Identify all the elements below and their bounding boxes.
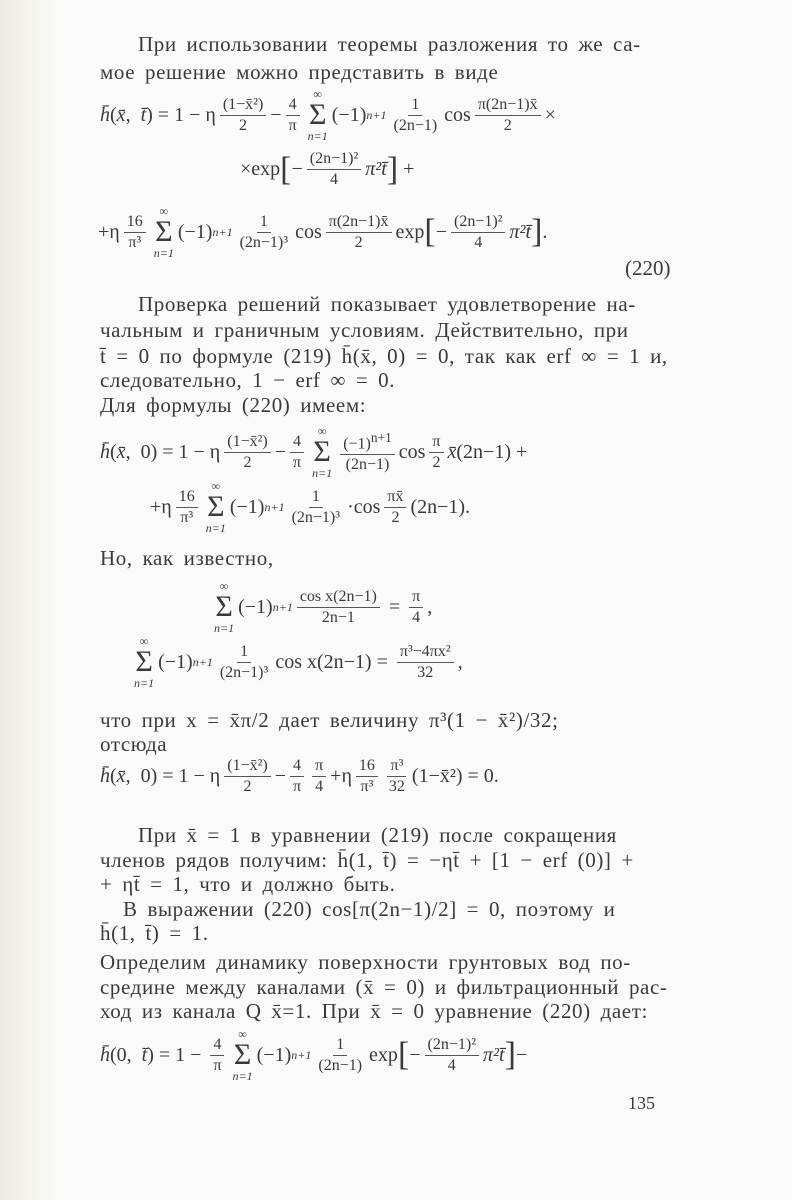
paragraph-8-line-2: средине между каналами (x̄ = 0) и фильтрационный рас- (100, 975, 668, 999)
fraction: $\frac{\text{cos x(2n−1)}}{2n-1}$ (297, 588, 380, 627)
summation: ∞ Σ n=1 (214, 579, 235, 635)
fraction: $\frac{\pi(2n-1)x̄}{2}$ (475, 96, 541, 135)
paragraph-2-line-3: t̄ = 0 по формуле (219) h̄(x̄, 0) = 0, так как erf ∞ = 1 и, (100, 344, 668, 368)
fraction: $\frac{\text{(2n−1)²}}{4}$ (425, 1036, 479, 1075)
paragraph-1-line-2: мое решение можно представить в виде (100, 60, 499, 84)
fraction: $\frac{\pi(2n-1)x̄}{2}$ (326, 213, 392, 252)
fraction: $\frac{16}{\text{π³}}$ (356, 757, 378, 796)
equation-h-x-0-line-2: + η $\frac{16}{\text{π³}}$ ∞ Σ n=1 (−1) n+1 $\frac{1}{\text{(2n−1)³}}$ · cos $\frac{\pi x̄}{2}$ (2n−1) . (150, 479, 471, 535)
paragraph-7-line-2: h̄(1, t̄) = 1. (100, 921, 209, 945)
equation-number-220: (220) (625, 256, 671, 280)
page-number: 135 (628, 1093, 655, 1113)
fraction: $\frac{1}{\text{(2n−1)³}}$ (219, 642, 269, 681)
paragraph-4-line-1: Но, как известно, (100, 546, 274, 570)
summation: ∞ Σ n=1 (205, 479, 226, 535)
fraction: $\frac{\text{(1−x̄²)}}{2}$ (220, 96, 266, 135)
equation-h-0-t: h̄ (0, t̄ ) = 1 − $\frac{4}{\pi}$ ∞ Σ n=1 (−1) n+1 $\frac{1}{(2n-1)}$ exp [ − $\frac{\text{(2n−1)²}}{4}$ π²t̄ ] − (100, 1027, 528, 1083)
fraction: $\frac{4}{\pi}$ (290, 433, 304, 472)
summation: ∞ Σ n=1 (134, 634, 155, 690)
equation-220-line-2: × exp [ − $\frac{\text{(2n−1)²}}{4}$ π²t̄ ] + (240, 150, 415, 188)
summation: ∞ Σ n=1 (307, 87, 328, 143)
equation-220-line-1: h̄ ( x̄ , t̄ ) = 1 − η $\frac{\text{(1−x̄²)}}{2}$ − $\frac{4}{\pi}$ ∞ Σ n=1 (−1) n+1 $\frac{1}{(2n-1)}$ cos $\frac{\pi(2n-1)x̄}{2}$ × (100, 87, 556, 143)
fraction: $\frac{16}{\text{π³}}$ (124, 213, 146, 252)
fraction: $\frac{4}{\pi}$ (210, 1036, 224, 1075)
paragraph-3-line-1: Для формулы (220) имеем: (100, 393, 367, 417)
paragraph-5-line-1: что при x = x̄π/2 дает величину π³(1 − x̄²)/32; (100, 708, 559, 732)
equation-220-line-3: + η $\frac{16}{\text{π³}}$ ∞ Σ n=1 (−1) n+1 $\frac{1}{\text{(2n−1)³}}$ cos $\frac{\pi(2n-1)x̄}{2}$ exp [ − $\frac{\text{(2n−1)²}}{4}$ π²t̄ ] . (98, 204, 548, 260)
fraction: $\frac{\text{(1−x̄²)}}{2}$ (224, 433, 270, 472)
summation: ∞ Σ n=1 (232, 1027, 253, 1083)
equation-h-x-0-line-1: h̄ ( x̄ , 0) = 1 − η $\frac{\text{(1−x̄²)}}{2}$ − $\frac{4}{\pi}$ ∞ Σ n=1 $\frac{(-1)^{n+1}}{(2n-1)}$ cos $\frac{\pi}{2}$ x̄ (2n−1) + (100, 424, 528, 480)
paragraph-8-line-1: Определим динамику поверхности грунтовых вод по- (100, 950, 631, 974)
summation: ∞ Σ n=1 (153, 204, 174, 260)
page-edge-shadow (0, 0, 60, 1200)
paragraph-8-line-3: ход из канала Q x̄=1. При x̄ = 0 уравнение (220) дает: (100, 999, 648, 1023)
fraction: $\frac{1}{(2n-1)}$ (318, 1035, 363, 1074)
equation-known-sum-2: ∞ Σ n=1 (−1) n+1 $\frac{1}{\text{(2n−1)³}}$ cos x(2n−1) = $\frac{\text{π³−4πx²}}{32}$ , (134, 634, 463, 690)
summation: ∞ Σ n=1 (312, 424, 333, 480)
fraction: $\frac{\text{π³−4πx²}}{32}$ (397, 643, 454, 682)
fraction: $\frac{1}{\text{(2n−1)³}}$ (291, 487, 341, 526)
fraction: $\frac{\pi}{4}$ (312, 757, 326, 796)
paragraph-2-line-4: следовательно, 1 − erf ∞ = 0. (100, 368, 396, 392)
fraction: $\frac{\pi}{4}$ (409, 588, 423, 627)
fraction: $\frac{4}{\pi}$ (286, 96, 300, 135)
fraction: $\frac{16}{\text{π³}}$ (176, 488, 198, 527)
equation-result: h̄ ( x̄ , 0) = 1 − η $\frac{\text{(1−x̄²)}}{2}$ − $\frac{4}{\pi}$ $\frac{\pi}{4}$ + η $\frac{16}{\text{π³}}$ $\frac{\text{π³}}{32}$ (1−x̄²) = 0. (100, 757, 499, 795)
paragraph-5-line-2: отсюда (100, 732, 168, 756)
fraction: $\frac{\pi x̄}{2}$ (384, 488, 406, 527)
fraction: $\frac{\text{(2n−1)²}}{4}$ (451, 213, 505, 252)
paragraph-7-line-1: В выражении (220) cos[π(2n−1)/2] = 0, поэтому и (123, 897, 616, 921)
paragraph-6-line-1: При x̄ = 1 в уравнении (219) после сокращения (138, 823, 617, 847)
fraction: $\frac{\text{(1−x̄²)}}{2}$ (224, 757, 270, 796)
fraction: $\frac{\text{(2n−1)²}}{4}$ (307, 150, 361, 189)
equation-known-sum-1: ∞ Σ n=1 (−1) n+1 $\frac{\text{cos x(2n−1)}}{2n-1}$ = $\frac{\pi}{4}$ , (214, 579, 433, 635)
paragraph-6-line-3: + ηt̄ = 1, что и должно быть. (100, 872, 396, 896)
fraction: $\frac{1}{\text{(2n−1)³}}$ (239, 212, 289, 251)
fraction: $\frac{\pi}{2}$ (429, 433, 443, 472)
fraction: $\frac{4}{\pi}$ (290, 757, 304, 796)
paragraph-6-line-2: членов рядов получим: h̄(1, t̄) = −ηt̄ + [1 − erf (0)] + (100, 848, 634, 872)
paragraph-1-line-1: При использовании теоремы разложения то же са- (138, 32, 641, 56)
paragraph-2-line-1: Проверка решений показывает удовлетворение на- (138, 292, 636, 316)
paragraph-2-line-2: чальным и граничным условиям. Действительно, при (100, 318, 629, 342)
fraction: $\frac{(-1)^{n+1}}{(2n-1)}$ (340, 430, 395, 474)
fraction: $\frac{1}{(2n-1)}$ (393, 95, 438, 134)
fraction: $\frac{\text{π³}}{32}$ (388, 757, 405, 795)
